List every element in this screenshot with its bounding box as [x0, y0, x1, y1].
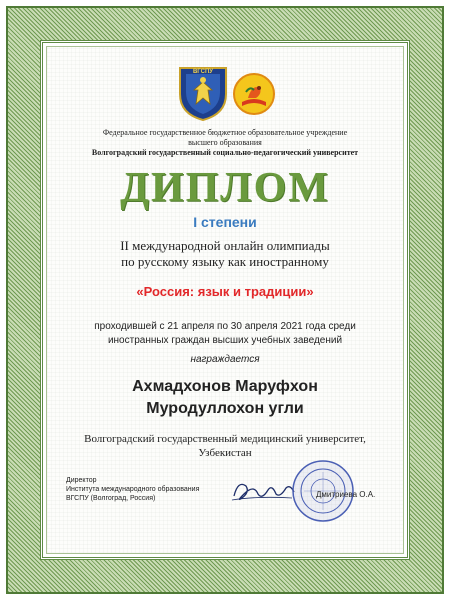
university-line-1: Волгоградский государственный медицинский университет,	[84, 433, 366, 445]
signatory-role: Директор	[66, 477, 97, 484]
signatory-org: ВГСПУ (Волгоград, Россия)	[66, 495, 156, 502]
organization-header	[46, 128, 404, 148]
dates-line-2: иностранных граждан высших учебных заведений	[107, 335, 343, 346]
crest-text: ВГСПУ	[192, 69, 214, 75]
org-line-3: Волгоградский государственный социально-педагогический университет	[91, 148, 359, 157]
university-crest-icon	[176, 64, 230, 122]
degree-label: I степени	[193, 214, 257, 230]
olympiad-description	[46, 238, 404, 270]
handwritten-signature	[228, 476, 298, 506]
logos	[176, 64, 276, 122]
dates-line-1: проходившей с 21 апреля по 30 апреля 2021 года среди	[94, 321, 356, 332]
olympiad-logo-icon	[232, 72, 276, 116]
signatory-block	[66, 476, 236, 503]
org-line-2: высшего образования	[188, 138, 262, 147]
olympiad-line-1: II международной онлайн олимпиады	[120, 238, 330, 253]
signatory-institute: Института международного образования	[66, 486, 200, 493]
olympiad-line-2: по русскому языку как иностранному	[121, 254, 329, 269]
university-line-2: Узбекистан	[198, 447, 252, 459]
recipient-university	[46, 432, 404, 460]
recipient-name	[46, 376, 404, 420]
recipient-line-1: Ахмадхонов Маруфхон	[132, 378, 318, 395]
recipient-line-2: Муродуллохон угли	[146, 400, 304, 417]
diploma-title: ДИПЛОМ	[120, 165, 330, 211]
olympiad-dates	[46, 320, 404, 348]
signatory-name: Дмитриева О.А.	[316, 490, 376, 499]
org-line-1: Федеральное государственное бюджетное образовательное учреждение	[102, 128, 348, 137]
awarded-label: награждается	[190, 354, 260, 365]
olympiad-slogan: «Россия: язык и традиции»	[136, 284, 314, 299]
